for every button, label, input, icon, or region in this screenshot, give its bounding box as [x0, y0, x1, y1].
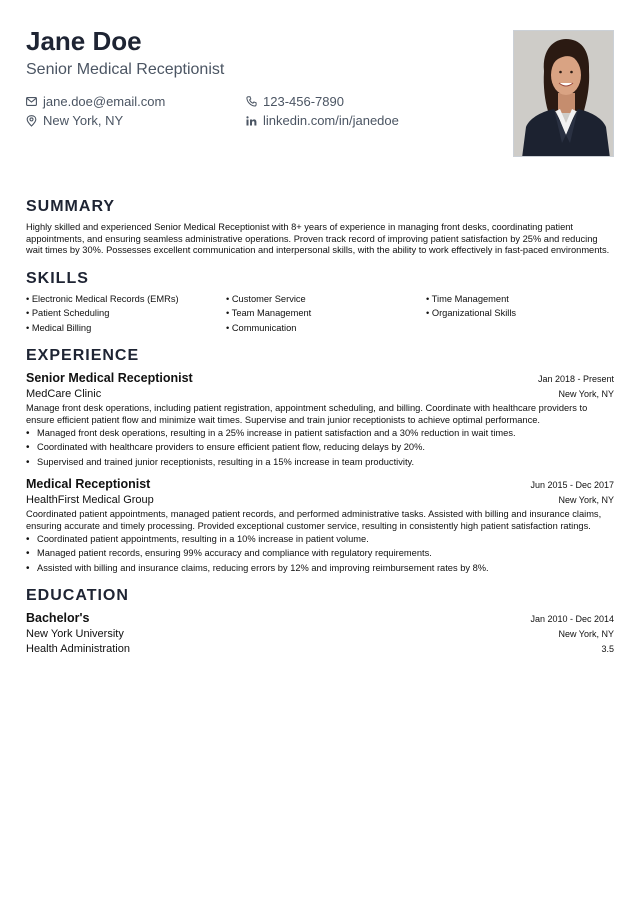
contact-location [26, 113, 246, 128]
job-title: Medical Receptionist [26, 477, 151, 492]
skill-item: • Time Management [426, 294, 614, 306]
job-description: Coordinated patient appointments, managed patient records, and performed administrative tasks. Assisted with billing and insurance claims, ensuring accurate and timely processing. Provided exceptional customer service, resulting in consistently high patient satisfaction ratings. [26, 509, 602, 531]
contact-info [26, 92, 466, 130]
job-location: New York, NY [558, 495, 614, 506]
job-company: MedCare Clinic [26, 388, 102, 400]
achievement-item: • Assisted with billing and insurance claims, reducing errors by 12% and improving reimbursement rates by 8%. [26, 563, 614, 575]
linkedin-icon [246, 116, 257, 126]
job-dates: Jun 2015 - Dec 2017 [530, 480, 614, 491]
gpa-value: 3.5 [601, 644, 614, 655]
profile-photo [513, 30, 614, 157]
skill-item: • Medical Billing [26, 323, 226, 335]
experience-section [26, 347, 614, 574]
skill-item: • Organizational Skills [426, 308, 614, 320]
achievement-item: • Coordinated patient appointments, resulting in a 10% increase in patient volume. [26, 534, 614, 546]
job-description: Manage front desk operations, including patient registration, appointment scheduling, and billing. Coordinate with healthcare providers to ensure efficient patient flow and minimize wait times. Supervise and train junior receptionists to achieve optimal performance. [26, 403, 588, 425]
email-text: jane.doe@email.com [43, 94, 166, 109]
job-company: HealthFirst Medical Group [26, 494, 154, 507]
job-entry [26, 477, 614, 574]
summary-text: Highly skilled and experienced Senior Medical Receptionist with 8+ years of experience in managing front desks, coordinating patient appointments, and ensuring seamless administrative operations. Proven track record of improving patient satisfaction by 25% and reducing wait times by 30%. Possesses excellent communication and interpersonal skills, with the ability to work effectively in fast-paced environments. [26, 222, 610, 255]
candidate-name: Jane Doe [26, 26, 142, 56]
achievement-item: • Coordinated with healthcare providers to ensure efficient patient flow, reducing delays by 20%. [26, 442, 614, 454]
education-heading: EDUCATION [26, 587, 129, 605]
achievement-item: • Supervised and trained junior receptionists, resulting in a 15% increase in team productivity. [26, 457, 614, 469]
phone-text: 123-456-7890 [263, 94, 344, 109]
skills-list [26, 294, 614, 335]
skill-item: • Communication [226, 323, 426, 335]
summary-section [26, 198, 614, 257]
achievement-item: • Managed patient records, ensuring 99% accuracy and compliance with regulatory requirements. [26, 548, 614, 560]
mail-icon [26, 97, 37, 106]
degree-title: Bachelor's [26, 611, 90, 626]
summary-heading: SUMMARY [26, 198, 116, 215]
achievement-item: • Managed front desk operations, resulting in a 25% increase in patient satisfaction and a 30% reduction in wait times. [26, 428, 614, 440]
skill-item: • Team Management [226, 308, 426, 320]
field-of-study: Health Administration [26, 643, 130, 656]
skill-item: • Patient Scheduling [26, 308, 226, 320]
location-text: New York, NY [43, 113, 124, 128]
contact-email[interactable] [26, 94, 246, 109]
phone-icon [246, 96, 257, 107]
linkedin-text: linkedin.com/in/janedoe [263, 113, 399, 128]
contact-linkedin[interactable] [246, 113, 466, 128]
skills-heading: SKILLS [26, 269, 89, 287]
job-location: New York, NY [558, 389, 614, 399]
school-location: New York, NY [558, 629, 614, 640]
skill-item: • Electronic Medical Records (EMRs) [26, 294, 226, 306]
contact-phone[interactable] [246, 94, 466, 109]
resume-header [26, 26, 614, 176]
job-entry [26, 371, 614, 468]
school-name: New York University [26, 628, 124, 641]
job-title: Senior Medical Receptionist [26, 371, 193, 385]
skill-item: • Customer Service [226, 294, 426, 306]
skills-section [26, 270, 614, 335]
candidate-title: Senior Medical Receptionist [26, 61, 225, 78]
job-achievements [26, 428, 614, 468]
job-dates: Jan 2018 - Present [537, 374, 614, 384]
experience-heading: EXPERIENCE [26, 347, 140, 364]
map-pin-icon [26, 115, 37, 127]
education-section [26, 587, 614, 655]
education-dates: Jan 2010 - Dec 2014 [530, 614, 614, 625]
job-achievements [26, 534, 614, 574]
